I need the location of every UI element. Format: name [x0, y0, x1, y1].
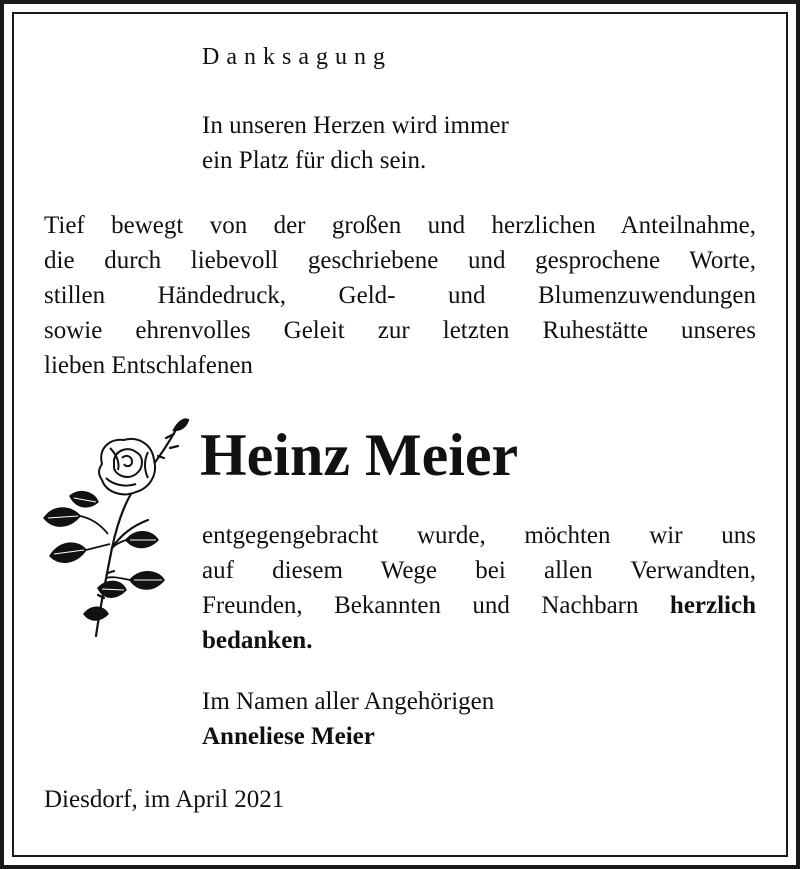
sign-prefix: Im Namen aller Angehörigen	[202, 688, 495, 715]
motto-line: ein Platz für dich sein.	[202, 147, 427, 174]
intro-line: Tief bewegt von der großen und herzlichen Anteilnahme,	[44, 212, 756, 239]
intro-line: die durch liebevoll geschriebene und gesprochene Worte,	[44, 247, 756, 274]
thanks-line-text: Freunden, Bekannten und Nachbarn	[202, 592, 639, 619]
intro-line: lieben Entschlafenen	[44, 352, 253, 379]
place-date: Diesdorf, im April 2021	[44, 786, 285, 813]
thanks-text	[202, 518, 756, 658]
notice-heading: Danksagung	[202, 44, 392, 70]
signer-name: Anneliese Meier	[202, 723, 375, 750]
intro-line: sowie ehrenvolles Geleit zur letzten Ruhestätte unseres	[44, 317, 756, 344]
thanks-line: auf diesem Wege bei allen Verwandten,	[202, 557, 756, 584]
rose-icon	[40, 408, 190, 644]
intro-line: stillen Händedruck, Geld- und Blumenzuwendungen	[44, 282, 756, 309]
deceased-name: Heinz Meier	[200, 422, 519, 488]
thanks-bold-end: bedanken.	[202, 627, 313, 654]
thanks-bold-word: herzlich	[669, 592, 757, 619]
motto	[202, 108, 509, 178]
motto-line: In unseren Herzen wird immer	[202, 112, 509, 139]
thanks-line	[202, 588, 756, 623]
intro-text	[44, 208, 756, 383]
thanks-line: entgegengebracht wurde, möchten wir uns	[202, 522, 756, 549]
